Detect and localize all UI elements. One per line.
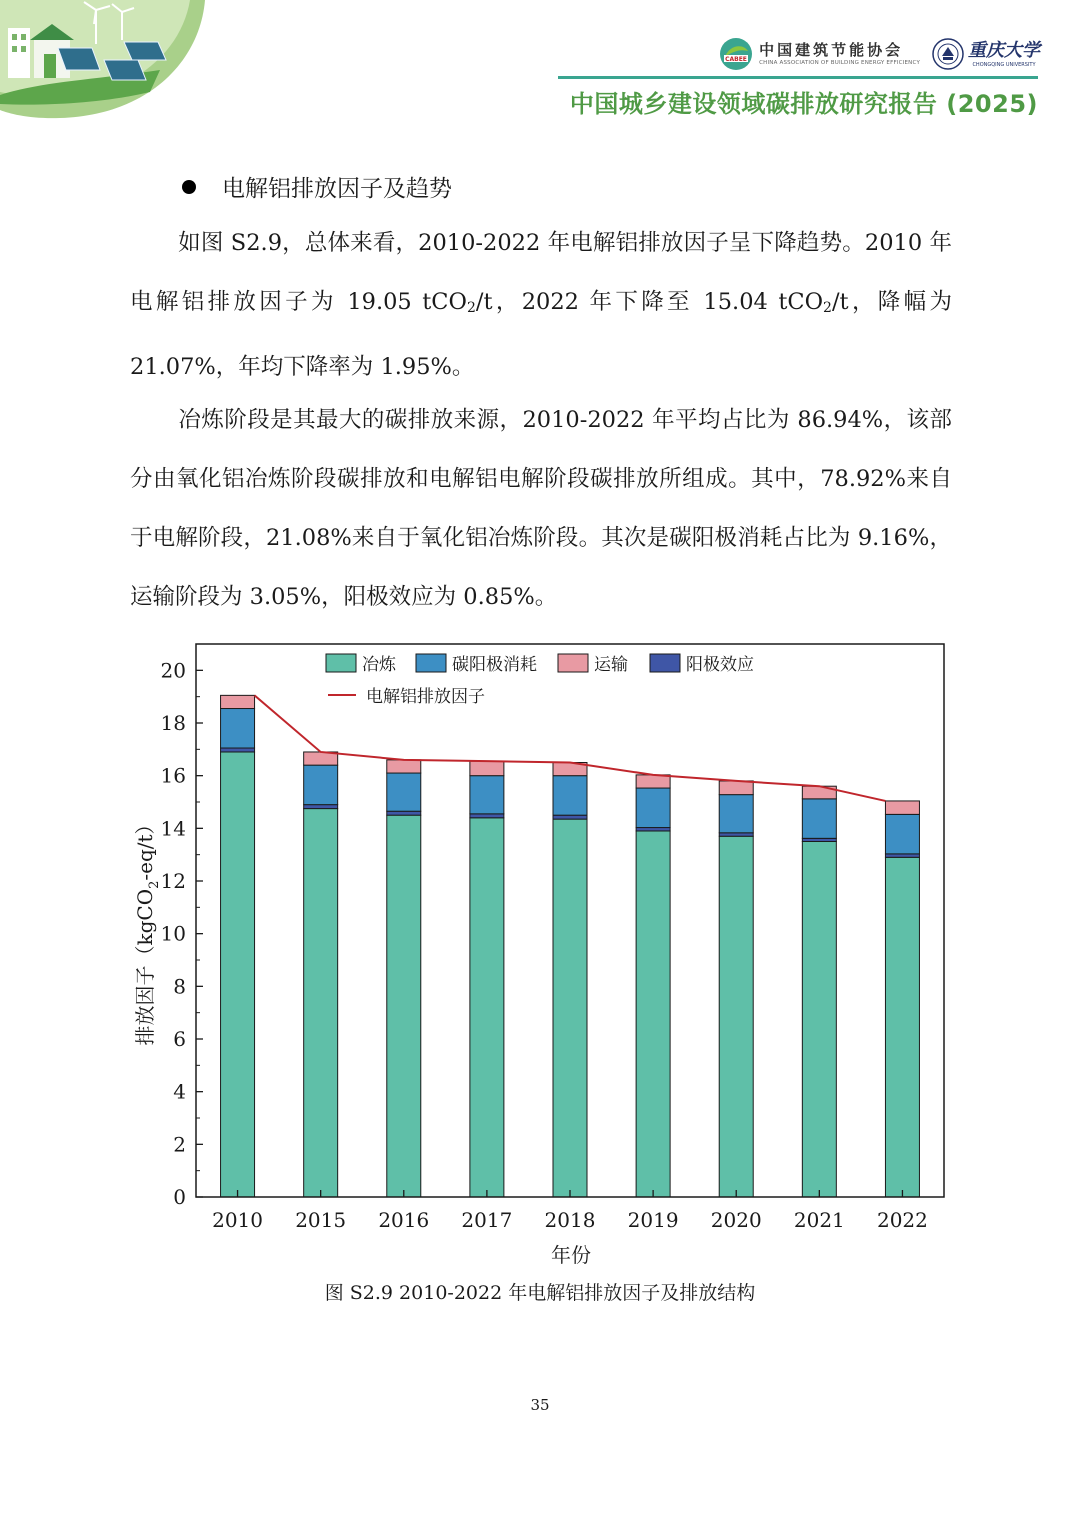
legend-label: 运输 <box>594 655 628 675</box>
bar-segment <box>221 695 255 708</box>
bar-segment <box>304 805 338 809</box>
x-tick-label: 2022 <box>876 1208 928 1232</box>
y-tick-label: 12 <box>160 869 186 893</box>
bar-segment <box>387 773 421 811</box>
bar-segment <box>470 814 504 818</box>
univ-name-en: CHONGQING UNIVERSITY <box>972 61 1036 68</box>
bar-segment <box>221 709 255 749</box>
org-name-en: CHINA ASSOCIATION OF BUILDING ENERGY EFFICIENCY <box>759 60 920 66</box>
x-tick-label: 2018 <box>544 1208 596 1232</box>
x-axis-label: 年份 <box>551 1243 591 1267</box>
legend-label: 碳阳极消耗 <box>452 655 537 675</box>
y-axis-label-main: 排放因子（kgCO <box>133 888 157 1046</box>
bar-segment <box>553 819 587 1197</box>
bar-segment <box>885 857 919 1197</box>
bar-segment <box>553 776 587 816</box>
y-axis-label <box>133 814 162 1045</box>
paragraph-text: 如图 S2.9，总体来看，2010-2022 年电解铝排放因子呈下降趋势。2010 年电解铝排放因子为 19.05 tCO <box>130 230 952 315</box>
cabee-abbr: CABEE <box>725 56 747 63</box>
y-tick-label: 0 <box>173 1185 186 1209</box>
x-tick-label: 2019 <box>627 1208 679 1232</box>
y-tick-label: 2 <box>173 1132 186 1157</box>
report-title: 中国城乡建设领域碳排放研究报告 (2025) <box>569 90 1038 118</box>
subscript: 2 <box>466 300 476 316</box>
bar-segment <box>470 761 504 775</box>
bar-segment <box>304 765 338 805</box>
legend-swatch <box>416 654 446 672</box>
paragraph-text: /t，降幅为 21.07%，年均下降率为 1.95%。 <box>130 289 953 380</box>
bar-segment <box>802 842 836 1198</box>
bar-segment <box>636 831 670 1197</box>
legend-swatch <box>558 654 588 672</box>
y-tick-label: 8 <box>173 974 186 999</box>
bar-segment <box>387 815 421 1197</box>
bar-segment <box>470 776 504 814</box>
x-tick-label: 2016 <box>378 1208 430 1232</box>
figure-caption: 图 S2.9 2010-2022 年电解铝排放因子及排放结构 <box>324 1282 756 1304</box>
y-tick-label: 14 <box>160 816 186 841</box>
bar-segment <box>719 836 753 1197</box>
bar-segment <box>387 811 421 815</box>
y-tick-label: 16 <box>160 763 186 788</box>
bar-segment <box>636 775 670 788</box>
y-tick-label: 6 <box>173 1027 186 1051</box>
section-heading-text: 电解铝排放因子及趋势 <box>222 176 452 202</box>
bar-segment <box>802 799 836 839</box>
x-tick-label: 2021 <box>793 1208 845 1232</box>
y-tick-label: 10 <box>160 921 186 946</box>
legend-label: 阳极效应 <box>686 655 754 675</box>
bar-segment <box>470 818 504 1197</box>
x-tick-label: 2020 <box>710 1208 762 1232</box>
bar-segment <box>553 815 587 819</box>
bar-segment <box>636 828 670 831</box>
legend-label: 电解铝排放因子 <box>366 687 485 707</box>
x-tick-label: 2017 <box>461 1208 513 1232</box>
bar-segment <box>221 748 255 752</box>
y-axis-label-tail: -eq/t） <box>133 814 157 881</box>
bar-segment <box>719 795 753 833</box>
bar-segment <box>221 752 255 1197</box>
subscript: 2 <box>823 300 832 316</box>
legend-swatch <box>326 654 356 672</box>
bar-segment <box>719 833 753 836</box>
bar-segment <box>885 814 919 854</box>
bar-segment <box>885 854 919 857</box>
legend-label: 冶炼 <box>362 655 396 675</box>
univ-name-cn: 重庆大学 <box>968 39 1040 61</box>
page-number: 35 <box>530 1396 550 1414</box>
paragraph-text: /t，2022 年下降至 15.04 tCO <box>475 289 824 315</box>
y-tick-label: 20 <box>160 658 186 683</box>
bar-segment <box>636 788 670 828</box>
y-tick-label: 4 <box>173 1079 186 1104</box>
y-tick-label: 18 <box>160 711 186 735</box>
paragraph-text: 冶炼阶段是其最大的碳排放来源，2010-2022 年平均占比为 86.94%，该部分由氧化铝冶炼阶段碳排放和电解铝电解阶段碳排放所组成。其中，78.92%来自于电解阶段，21.08%来自于氧化铝冶炼阶段。其次是碳阳极消耗占比为 9.16%，运输阶段为 3.05%，阳极效应为 0.85%。 <box>130 407 952 610</box>
bar-segment <box>719 781 753 795</box>
bar-segment <box>885 801 919 814</box>
legend-swatch <box>650 654 680 672</box>
y-axis-label-sub: 2 <box>147 880 162 889</box>
bar-segment <box>387 760 421 773</box>
bar-segment <box>304 809 338 1197</box>
x-tick-label: 2015 <box>295 1208 347 1232</box>
org-name-cn: 中国建筑节能协会 <box>759 41 904 59</box>
x-tick-label: 2010 <box>212 1208 264 1232</box>
